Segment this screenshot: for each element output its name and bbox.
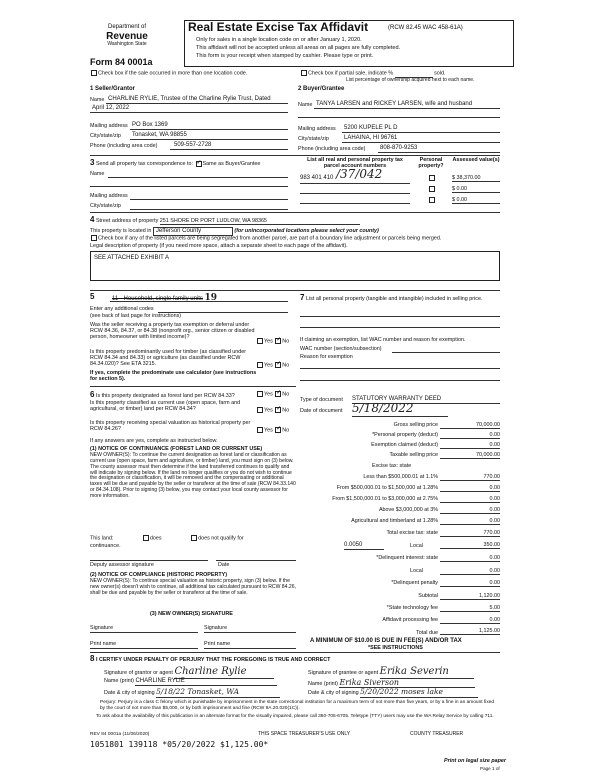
additional-codes-label: Enter any additional codes bbox=[90, 306, 154, 312]
seller-name-line1: CHARLINE RYLIE, Trustee of the Charline Rylie Trust, Dated bbox=[108, 96, 271, 102]
multi-location-checkbox[interactable] bbox=[91, 70, 97, 76]
seller-mailing-label: Mailing address bbox=[90, 123, 128, 129]
sec3-city-label: City/state/zip bbox=[90, 203, 121, 209]
sec3-heading: Send all property tax correspondence to: bbox=[95, 161, 194, 167]
sec4-street-row: 4 Street address of property 251 SHORE DR PORT LUDLOW, WA 98365 bbox=[90, 215, 360, 225]
doc-date: 5/18/2022 bbox=[352, 402, 448, 417]
doc-type-label: Type of document bbox=[300, 397, 343, 403]
owner-sig-label-2: Signature bbox=[204, 625, 228, 631]
page-number: Page 1 of bbox=[480, 766, 500, 771]
tier4-value: 0.00 bbox=[440, 507, 500, 514]
buyer-name-label: Name bbox=[298, 102, 313, 108]
seller-heading: 1 Seller/Grantor bbox=[90, 86, 136, 92]
notice1-body: NEW OWNER(S): To continue the current designation as forest land or classification as current use (open space, farm and agriculture, or timber) land, you must sign on (3) below. The county assessor must then determine if the land transferred continues to qualify and will indicate by signing below. If the land no longer qualifies or you do not wish to continue the designation or classification, it will be removed and the compensating or additional taxes will be due and payable by the seller or transferor at the time of sale (RCW 84.33.140 or 84.34.108). Prior to signing (3) below, you may contact your local county assessor for more information. bbox=[90, 452, 296, 499]
taxable-label: Taxable selling price bbox=[389, 452, 438, 458]
boundary-checkbox[interactable] bbox=[91, 235, 97, 241]
q-current-use-no[interactable] bbox=[275, 407, 281, 413]
owner-print-label-2: Print name bbox=[204, 641, 231, 647]
wac-label: WAC number (section/subsection) bbox=[300, 346, 382, 352]
notice2-body: NEW OWNER(S): To continue special valuation as historic property, sign (3) below. If the new owner(s) doesn't wish to continue, all additional tax calculated pursuant to RCW 84.26, shall be due and payable by the seller or transferor at the time of sale. bbox=[90, 578, 296, 596]
partial-sale-sold: sold. bbox=[434, 70, 446, 77]
grantor-name: CHARLINE RYLIE bbox=[135, 678, 277, 686]
deputy-sig-label: Deputy assessor signature bbox=[90, 562, 154, 568]
street-label: Street address of property bbox=[95, 218, 159, 224]
county-note: (for unincorporated locations please select your county) bbox=[234, 228, 379, 234]
sec7-heading: List all personal property (tangible and intangible) included in selling price. bbox=[305, 296, 483, 302]
grantee-name-label: Name (print) bbox=[308, 681, 338, 687]
exemption-value: 0.00 bbox=[440, 442, 500, 449]
doc-type: STATUTORY WARRANTY DEED bbox=[352, 396, 500, 404]
grantee-date: 5/20/2022 moses lake bbox=[360, 688, 478, 698]
penalty-label: *Delinquent penalty bbox=[391, 580, 438, 586]
notice2-title: (2) NOTICE OF COMPLIANCE (HISTORIC PROPERTY) bbox=[90, 572, 228, 578]
seller-city-label: City/state/zip bbox=[90, 133, 121, 139]
reason-label: Reason for exemption bbox=[300, 354, 353, 360]
grantor-name-row bbox=[104, 678, 277, 686]
assessed-col-header: Assessed value(s) bbox=[452, 157, 500, 163]
does-checkbox[interactable] bbox=[143, 535, 149, 541]
local-value: 350.00 bbox=[440, 542, 500, 549]
sec3-row: 3 Send all property tax correspondence to: ✓ Same as Buyer/Grantee bbox=[90, 158, 260, 167]
buyer-mailing-label: Mailing address bbox=[298, 126, 336, 132]
ag-label: Agricultural and timberland at 1.28% bbox=[351, 518, 438, 524]
grantor-sig-label: Signature of grantor or agent bbox=[104, 670, 173, 676]
personal-checkbox-3[interactable] bbox=[429, 197, 435, 203]
certify-heading: 8 I CERTIFY UNDER PENALTY OF PERJURY THAT THE FOREGOING IS TRUE AND CORRECT bbox=[90, 654, 331, 663]
parcel-handwritten: /37/042 bbox=[336, 167, 383, 181]
partial-sale-label: Check box if partial sale, indicate % bbox=[308, 70, 394, 77]
form-title: Real Estate Excise Tax Affidavit bbox=[188, 20, 369, 34]
delinq-local-value: 0.00 bbox=[440, 568, 500, 575]
q-exemption-no[interactable] bbox=[275, 338, 281, 344]
multi-location-row bbox=[90, 70, 247, 77]
boundary-row bbox=[90, 235, 510, 242]
total-state-value: 770.00 bbox=[440, 530, 500, 537]
q-historic-yes[interactable] bbox=[257, 427, 263, 433]
form-number: Form 84 0001a bbox=[90, 57, 153, 67]
delinq-local-label: Local bbox=[410, 568, 423, 574]
q-forest-yes[interactable] bbox=[257, 391, 263, 397]
tier3-value: 0.00 bbox=[440, 496, 500, 503]
cashier-stamp: 1051801 139118 *05/20/2022 $1,125.00* bbox=[90, 740, 269, 749]
grantee-sig-row bbox=[308, 666, 474, 679]
seller-name-line2: April 12, 2022 bbox=[92, 105, 130, 111]
same-as-buyer-label: Same as Buyer/Grantee bbox=[202, 161, 261, 167]
tier2-value: 0.00 bbox=[440, 485, 500, 492]
subtotal-value: 1,120.00 bbox=[440, 593, 500, 600]
see-back-label: (see back of last page for instructions) bbox=[90, 313, 182, 319]
personal-checkbox-2[interactable] bbox=[429, 186, 435, 192]
tier2-label: From $500,000.01 to $1,500,000 at 1.28% bbox=[336, 485, 438, 491]
q-exemption-answers: Yes ✓ No bbox=[256, 338, 289, 345]
seller-name-label: Name bbox=[90, 97, 105, 103]
q-timber-no[interactable] bbox=[275, 362, 281, 368]
subtotal-label: Subtotal bbox=[418, 593, 438, 599]
total-due-value: 1,125.00 bbox=[440, 628, 500, 635]
q-historic: Is this property receiving special valuation as historical property per RCW 84.26? bbox=[90, 420, 251, 433]
use-code-hw: 19 bbox=[204, 293, 217, 303]
ag-value: 0.00 bbox=[440, 518, 500, 525]
q-current-use-yes[interactable] bbox=[257, 407, 263, 413]
ownership-note: List percentage of ownership acquired next to each name. bbox=[346, 77, 475, 83]
county-label: This property is located in bbox=[90, 228, 152, 234]
delinq-state-value: 0.00 bbox=[440, 555, 500, 562]
dor-logo bbox=[88, 24, 166, 48]
local-rate: 0.0050 bbox=[344, 542, 384, 550]
sec3-name-label: Name bbox=[90, 171, 105, 177]
street-address: 251 SHORE DR PORT LUDLOW, WA 98365 bbox=[160, 218, 360, 225]
deputy-date-label: Date bbox=[218, 562, 230, 568]
gross-label: Gross selling price bbox=[393, 422, 438, 428]
q-timber-note: If yes, complete the predominate use calculator (see instructions for section 5). bbox=[90, 370, 257, 383]
grantor-sig-row bbox=[104, 666, 274, 679]
sec6-note: If any answers are yes, complete as instructed below. bbox=[90, 438, 218, 444]
buyer-city: LAHAINA, HI 96761 bbox=[344, 135, 398, 141]
seller-phone-label: Phone (including area code) bbox=[90, 143, 158, 149]
q-exemption: Was the seller receiving a property tax exemption or deferral under RCW 84.36, 84.37, or 84.38 (nonprofit org., senior citizen or disabled person, homeowner with limited income)? bbox=[90, 322, 255, 341]
buyer-name: TANYA LARSEN and RICKEY LARSEN, wife and husband bbox=[316, 101, 473, 107]
assessed-value-2: $ 0.00 bbox=[452, 186, 500, 193]
wac-claim: If claiming an exemption, list WAC number and reason for exemption. bbox=[300, 337, 466, 343]
grantor-name-label: Name (print) bbox=[104, 678, 134, 684]
excise-state-label: Excise tax: state bbox=[372, 463, 412, 469]
sec7-heading-row: 7 List all personal property (tangible and intangible) included in selling price. bbox=[300, 293, 483, 302]
legal-paper-note: Print on legal size paper bbox=[444, 758, 507, 764]
q-current-use-answers: Yes ✓ No bbox=[256, 407, 289, 414]
buyer-phone-label: Phone (including area code) bbox=[298, 146, 366, 152]
rcw-ref: (RCW 82.45 WAC 458-61A) bbox=[388, 25, 463, 31]
new-owner-sig-title: (3) NEW OWNER(S) SIGNATURE bbox=[150, 611, 233, 617]
dept-line1: Department of bbox=[107, 24, 147, 30]
legal-description: SEE ATTACHED EXHIBIT A bbox=[94, 255, 170, 261]
tier4-label: Above $3,000,000 at 3% bbox=[378, 507, 438, 513]
local-label: Local bbox=[410, 543, 423, 549]
affidavit-fee-label: Affidavit processing fee bbox=[382, 617, 438, 623]
q-timber-yes[interactable] bbox=[257, 362, 263, 368]
assessed-value-3: $ 0.00 bbox=[452, 197, 500, 204]
qualify-row: This land: does does not qualify for bbox=[90, 535, 244, 542]
dept-line2: Revenue bbox=[106, 30, 148, 42]
tier3-label: From $1,500,000.01 to $3,000,000 at 2.75% bbox=[332, 496, 438, 502]
total-state-label: Total excise tax: state bbox=[386, 530, 438, 536]
seller-city: Tonasket, WA 98855 bbox=[132, 132, 187, 138]
q-forest-answers: Yes ✓ No bbox=[256, 391, 289, 398]
owner-print-label-1: Print name bbox=[90, 641, 117, 647]
gross-value: 70,000.00 bbox=[440, 422, 500, 429]
doc-date-label: Date of document bbox=[300, 408, 343, 414]
grantor-date-label: Date & city of signing bbox=[104, 690, 155, 696]
rev-number: REV 84 0001a (11/06/2020) bbox=[90, 732, 150, 737]
q-forest-no[interactable] bbox=[275, 391, 281, 397]
treasurer-only: THIS SPACE TREASURER'S USE ONLY bbox=[258, 731, 351, 737]
affidavit-fee-value: 0.00 bbox=[440, 617, 500, 624]
owner-sig-label-1: Signature bbox=[90, 625, 114, 631]
partial-sale-checkbox[interactable] bbox=[301, 70, 307, 76]
personal-deduct-value: 0.00 bbox=[440, 432, 500, 439]
personal-deduct-label: *Personal property (deduct) bbox=[372, 432, 438, 438]
legal-label: Legal description of property (if you need more space, attach a separate sheet to each page of the affidavit). bbox=[90, 243, 348, 249]
grantee-sig-label: Signature of grantee or agent bbox=[308, 670, 379, 676]
tech-fee-value: 5.00 bbox=[440, 605, 500, 612]
q-historic-no[interactable] bbox=[275, 427, 281, 433]
grantee-date-label: Date & city of signing bbox=[308, 690, 359, 696]
use-code-text: 11 - Household, single family units bbox=[112, 296, 203, 302]
seller-phone: 509-557-2728 bbox=[174, 142, 212, 148]
taxable-value: 70,000.00 bbox=[440, 452, 500, 459]
delinq-state-label: *Delinquent interest: state bbox=[376, 555, 438, 561]
buyer-mailing: 5200 KUPELE PL D bbox=[344, 125, 398, 131]
minimum-note: A MINIMUM OF $10.00 IS DUE IN FEE(S) AND/OR TAX bbox=[310, 638, 462, 644]
buyer-heading: 2 Buyer/Grantee bbox=[298, 86, 345, 92]
penalty-value: 0.00 bbox=[440, 580, 500, 587]
q-historic-answers: Yes ✓ No bbox=[256, 427, 289, 434]
buyer-phone: 808-870-9253 bbox=[380, 145, 418, 151]
notice-1: Only for sales in a single location code on or after January 1, 2020. bbox=[196, 37, 362, 43]
assessed-value-1: $ 38,370.00 bbox=[452, 175, 500, 182]
see-instructions: *SEE INSTRUCTIONS bbox=[368, 645, 423, 651]
ada-text: To ask about the availability of this publication in an alternate format for the visually impaired, please call 360-705-6705. Teletype (TTY) users may use the WA Relay Service by calling 711. bbox=[96, 714, 494, 719]
notice-3: This form is your receipt when stamped by cashier. Please type or print. bbox=[196, 53, 374, 59]
county-treasurer: COUNTY TREASURER bbox=[410, 731, 464, 737]
grantor-signature[interactable]: Charline Rylie bbox=[174, 666, 274, 679]
does-not-checkbox[interactable] bbox=[191, 535, 197, 541]
grantee-date-row bbox=[308, 688, 478, 698]
personal-checkbox-1[interactable] bbox=[429, 175, 435, 181]
notice-2: This affidavit will not be accepted unless all areas on all pages are fully completed. bbox=[196, 45, 401, 51]
tier1-value: 770.00 bbox=[440, 474, 500, 481]
total-due-label: Total due bbox=[416, 630, 438, 636]
multi-location-label: Check box if the sale occurred in more than one location code. bbox=[98, 70, 248, 77]
perjury-text: Perjury: Perjury is a class C felony which is punishable by imprisonment in the state correctional institution for a maximum term of not more than five years, or by a fine in an amount fixed by the court of not more than $5,000, or by both imprisonment and fine (RCW 9A.20.020(1C)). bbox=[100, 700, 495, 711]
notice1-title: (1) NOTICE OF CONTINUANCE (FOREST LAND OR CURRENT USE) bbox=[90, 446, 263, 452]
same-as-buyer-checkbox[interactable] bbox=[196, 161, 202, 167]
personal-col-header: Personal property? bbox=[418, 157, 444, 170]
dept-line3: Washington State bbox=[107, 41, 147, 48]
sec3-mailing-label: Mailing address bbox=[90, 193, 128, 199]
county-select[interactable]: Jefferson County bbox=[153, 227, 233, 236]
grantee-signature[interactable]: Erika Severin bbox=[380, 666, 474, 679]
parcel-col-header: List all real and personal property tax parcel account numbers bbox=[307, 157, 403, 170]
buyer-city-label: City/state/zip bbox=[298, 136, 329, 142]
grantor-date: 5/18/22 Tonasket, WA bbox=[156, 688, 280, 698]
q-exemption-yes[interactable] bbox=[257, 338, 263, 344]
grantor-date-row bbox=[104, 688, 280, 698]
q-timber: Is this property predominantly used for timber (as classified under RCW 84.34 and 84.33) or agriculture (as classified under RCW 84.34.020)? See ETA 3215. bbox=[90, 349, 247, 368]
q-current-use: Is this property classified as current use (open space, farm and agricultural, or timber) land per RCW 84.34? bbox=[90, 400, 241, 413]
boundary-label: Check box if any of the listed parcels are being segregated from another parcel, are part of a boundary line adjustment or parcels being merged. bbox=[98, 235, 442, 242]
tier1-label: Less than $500,000.01 at 1.1% bbox=[363, 474, 438, 480]
q-forest: 6 Is this property designated as forest land per RCW 84.33? bbox=[90, 390, 235, 399]
continuance-label: continuance. bbox=[90, 543, 121, 549]
legal-box[interactable] bbox=[90, 251, 500, 281]
grantee-name: Erika Siverson bbox=[339, 678, 475, 688]
q-timber-answers: Yes ✓ No bbox=[256, 362, 289, 369]
tech-fee-label: *State technology fee bbox=[386, 605, 438, 611]
seller-mailing: PO Box 1369 bbox=[132, 122, 168, 128]
exemption-label: Exemption claimed (deduct) bbox=[371, 442, 438, 448]
parcel-number: 983 401 410 bbox=[300, 175, 334, 181]
